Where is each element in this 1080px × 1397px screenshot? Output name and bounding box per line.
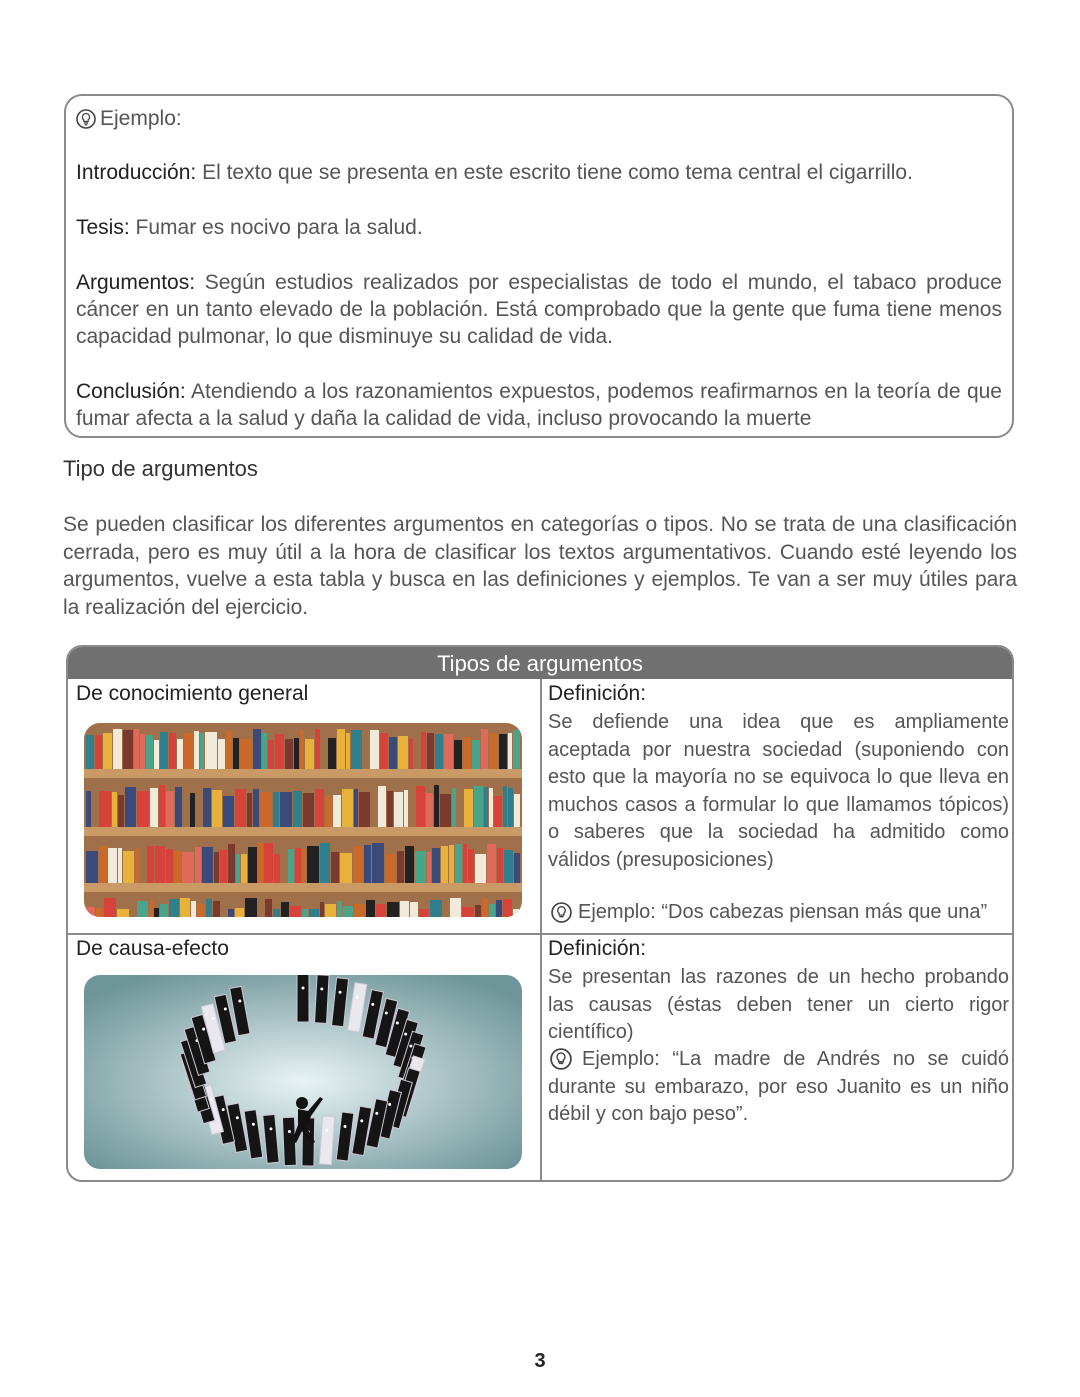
book-spine [274,854,280,883]
book-spine [342,789,353,827]
book-spine [400,901,409,917]
book-spine [200,733,204,769]
book-spine [366,900,375,917]
example-box [64,94,1014,438]
book-spine [184,733,193,769]
book-spine [191,901,196,917]
book-spine [288,849,294,883]
book-spine [410,902,418,917]
book-spine [343,906,353,917]
book-spine [285,739,293,769]
book-spine [280,792,292,827]
domino-pip [202,1028,205,1031]
domino-tile [319,1116,334,1165]
domino-pip [252,1123,255,1126]
book-spine [302,849,306,883]
book-spine [236,854,240,883]
book-spine [123,730,133,769]
book-spine [262,733,267,769]
book-spine [123,851,134,883]
book-spine [475,854,486,883]
domino-pip [302,987,305,990]
book-spine [159,785,165,827]
book-spine [281,902,289,917]
book-spine [440,794,451,827]
book-spine [177,739,183,769]
book-spine [387,791,393,827]
book-spine [462,907,474,917]
dominoes-illustration [84,975,522,1169]
book-spine [305,739,314,769]
book-spine [359,792,370,827]
book-spine [320,902,324,917]
book-spine [426,793,433,827]
example-line-1 [551,901,1011,924]
book-spine [303,793,314,827]
book-spine [441,846,448,883]
book-spine [487,844,496,883]
example-heading-text: Ejemplo: [100,107,182,130]
book-spine [166,791,174,827]
book-spine [354,904,365,917]
book-spine [513,730,520,769]
introduccion-text: El texto que se presenta en este escrito tiene como tema central el cigarrillo. [196,161,913,184]
book-spine [273,792,279,827]
book-spine [235,908,244,917]
domino-pip [212,1017,215,1020]
book-spine [160,732,168,769]
domino-pip [210,1098,213,1101]
book-spine [489,733,498,769]
example-text-2-block [548,1046,1009,1129]
book-spine [468,849,474,883]
table-divider-horizontal [68,933,1012,935]
book-spine [376,904,386,917]
book-spine [409,739,413,769]
introduccion-label: Introducción: [76,161,197,184]
book-spine [482,898,488,917]
book-spine [218,739,225,769]
domino-pip [236,1116,239,1119]
book-spine [503,899,512,917]
book-spine [372,843,384,883]
domino-pip [356,996,359,999]
book-spine [351,730,362,769]
book-spine [226,731,232,769]
book-spine [245,898,257,917]
example-text-2: Ejemplo: “La madre de Andrés no se cuidó durante su embarazo, por eso Juanito es un niño débil y con bajo peso”. [548,1048,1009,1125]
domino-pip [222,1108,225,1111]
book-spine [206,899,212,917]
book-spine [95,735,102,769]
book-spine [99,846,107,883]
book-spine [434,785,439,827]
book-spine [353,846,363,883]
book-spine [430,900,442,917]
book-spine [325,796,332,827]
book-spine [405,846,414,883]
book-spine [484,787,488,827]
book-spine [398,736,408,769]
book-spine [86,735,94,769]
book-spine [364,845,371,883]
book-spine [450,898,461,917]
book-spine [499,734,507,769]
section-title: Tipo de argumentos [63,456,258,481]
def-label-1: Definición: [548,682,647,705]
book-spine [397,851,404,883]
book-spine [315,789,324,827]
book-spine [258,843,263,883]
conclusion-label: Conclusión: [76,380,186,403]
book-spine [233,738,239,769]
book-spine [337,729,345,769]
book-spine [331,852,339,883]
example-heading [76,104,1002,134]
page-number: 3 [534,1350,546,1372]
book-spine [214,852,219,883]
book-spine [307,846,319,883]
book-spine [125,787,136,827]
book-spine [295,848,301,883]
book-spine [112,792,117,827]
domino-tile [315,975,330,1023]
dominoes-image [84,975,522,1169]
book-spine [212,790,222,827]
book-spine [149,900,153,917]
domino-pip [344,1125,347,1128]
book-spine [104,898,116,917]
row-title-causa-efecto: De causa-efecto [76,937,229,960]
book-spine [497,848,503,883]
bookshelf-illustration [84,723,522,917]
book-spine [435,734,443,769]
book-spine [416,786,425,827]
book-spine [86,791,91,827]
book-spine [325,904,336,917]
book-spine [137,901,148,917]
book-spine [454,740,462,769]
book-spine [346,733,350,769]
tesis-label: Tesis: [76,216,130,239]
book-spine [370,730,379,769]
book-spine [503,786,507,827]
book-spine [328,738,336,769]
row-title-conocimiento-general: De conocimiento general [76,682,309,705]
book-spine [228,909,234,917]
book-spine [147,846,154,883]
book-spine [253,789,259,827]
book-spine [174,851,181,883]
book-spine [378,786,386,827]
book-spine [294,738,299,769]
definition-1: Se defiende una idea que es ampliamente aceptada por nuestra sociedad (suponiendo con esto que la mayoría no se equivoca lo que lleva en muchos casos a formular lo que llamamos tópicos) o saberes que la sociedad ha admitido como válidos (presuposiciones) [548,711,1009,871]
book-spine [220,850,227,883]
book-spine [302,909,308,917]
argumentos-paragraph [76,269,1002,350]
book-spine [248,847,257,883]
book-spine [337,901,342,917]
book-spine [166,849,173,883]
book-spine [463,737,471,769]
domino-pip [339,991,342,994]
section-intro: Se pueden clasificar los diferentes argumentos en categorías o tipos. No se trata de una clasificación cerrada, pero es muy útil a la hora de clasificar los textos argumentativos. Cuando esté leyendo los argumentos, vuelve a esta tabla y busca en las definiciones y ejemplos. Te van a ser muy útiles para la realización del ejercicio. [63,513,1017,619]
bookshelf-image [84,723,522,917]
book-spine [333,795,341,827]
book-spine [320,843,330,883]
argumentos-text: Según estudios realizados por especialistas de todo el mundo, el tabaco produce cáncer en un tanto elevado de la población. Está comprobado que la gente que fuma tiene menos capacidad pulmonar, lo que disminuye su calidad de vida. [76,271,1002,348]
book-spine [419,909,429,917]
example-text-1: Ejemplo: “Dos cabezas piensan más que una” [578,901,988,923]
book-spine [444,734,453,769]
tesis-paragraph [76,214,1002,241]
domino-pip [375,1112,378,1115]
book-spine [182,852,194,883]
book-spine [135,848,139,883]
book-spine [340,853,352,883]
book-spine [481,729,488,769]
lightbulb-icon [551,902,572,923]
book-spine [354,789,358,827]
book-spine [202,847,213,883]
book-spine [213,901,220,917]
book-spine [203,788,211,827]
definition-2: Se presentan las razones de un hecho probando las causas (éstas deben tener un cierto rigor científico) [548,966,1009,1043]
book-spine [496,900,502,917]
domino-pip [288,1130,291,1133]
conclusion-paragraph [76,378,1002,432]
book-spine [113,729,122,769]
book-spine [134,729,139,769]
domino-pip [224,1007,227,1010]
book-spine [432,848,440,883]
book-spine [86,851,98,883]
book-spine [264,843,273,883]
book-spine [489,788,493,827]
book-spine [265,899,272,917]
book-spine [475,905,481,917]
domino-pip [385,1011,388,1014]
book-spine [394,792,403,827]
domino-pip [325,1129,328,1132]
book-spine [195,847,201,883]
book-spine [380,733,388,769]
domino-pip [371,1003,374,1006]
domino-pip [409,1044,412,1047]
book-spine [140,734,145,769]
book-spine [385,854,396,883]
book-spine [449,845,454,883]
domino-pip [238,1000,241,1003]
table-header: Tipos de argumentos [68,647,1012,679]
book-spine [223,796,234,827]
book-spine [190,793,195,827]
book-spine [205,732,217,769]
book-spine [154,908,159,917]
book-spine [421,732,426,769]
book-spine [247,793,252,827]
book-spine [117,909,129,917]
domino-pip [269,1127,272,1130]
book-spine [194,731,199,769]
book-spine [427,733,434,769]
book-spine [427,852,431,883]
book-spine [290,906,301,917]
book-spine [103,733,112,769]
book-spine [240,739,252,769]
book-spine [175,787,182,827]
book-spine [86,907,95,917]
book-spine [228,844,235,883]
book-spine [108,848,117,883]
book-spine [309,909,319,917]
lightbulb-icon [550,1048,572,1070]
book-spine [508,788,513,827]
book-spine [197,904,205,917]
book-spine [387,902,399,917]
book-spine [504,850,513,883]
book-spine [273,909,280,917]
book-spine [268,740,274,769]
book-spine [99,791,111,827]
book-spine [96,908,103,917]
book-spine [389,737,397,769]
book-spine [253,729,261,769]
book-spine [404,790,408,827]
book-spine [169,733,176,769]
book-spine [155,846,165,883]
book-spine [300,730,304,769]
book-spine [241,854,247,883]
book-spine [452,788,456,827]
argumentos-label: Argumentos: [76,271,196,294]
book-spine [508,733,512,769]
domino-tile [297,975,309,1022]
book-spine [118,848,122,883]
book-spine [494,796,502,827]
book-spine [150,788,158,827]
book-spine [514,794,520,827]
def-label-2: Definición: [548,937,647,960]
lightbulb-icon [76,109,96,129]
book-spine [160,904,168,917]
book-spine [137,791,149,827]
book-spine [489,904,495,917]
domino-pip [360,1119,363,1122]
book-spine [472,740,480,769]
book-spine [514,853,520,883]
book-spine [455,844,462,883]
book-spine [146,735,153,769]
domino-pip [404,1033,407,1036]
argument-types-table [66,645,1014,1182]
domino-pip [388,1103,391,1106]
book-spine [235,789,246,827]
book-spine [293,791,302,827]
book-spine [415,851,426,883]
book-spine [463,844,467,883]
tesis-text: Fumar es nocivo para la salud. [129,216,423,239]
book-spine [260,792,272,827]
book-spine [169,899,179,917]
table-divider-vertical [540,679,542,1182]
domino-pip [396,1022,399,1025]
book-spine [180,898,190,917]
introduccion-paragraph [76,159,1002,186]
book-spine [513,909,519,917]
book-spine [474,786,483,827]
book-spine [118,795,124,827]
conclusion-text: Atendiendo a los razonamientos expuestos, podemos reafirmarnos en la teoría de que fumar afecta a la salud y daña la calidad de vida, incluso provocando la muerte [76,380,1002,430]
book-spine [275,734,284,769]
book-spine [154,740,159,769]
domino-pip [320,988,323,991]
book-spine [315,729,320,769]
book-spine [464,789,473,827]
